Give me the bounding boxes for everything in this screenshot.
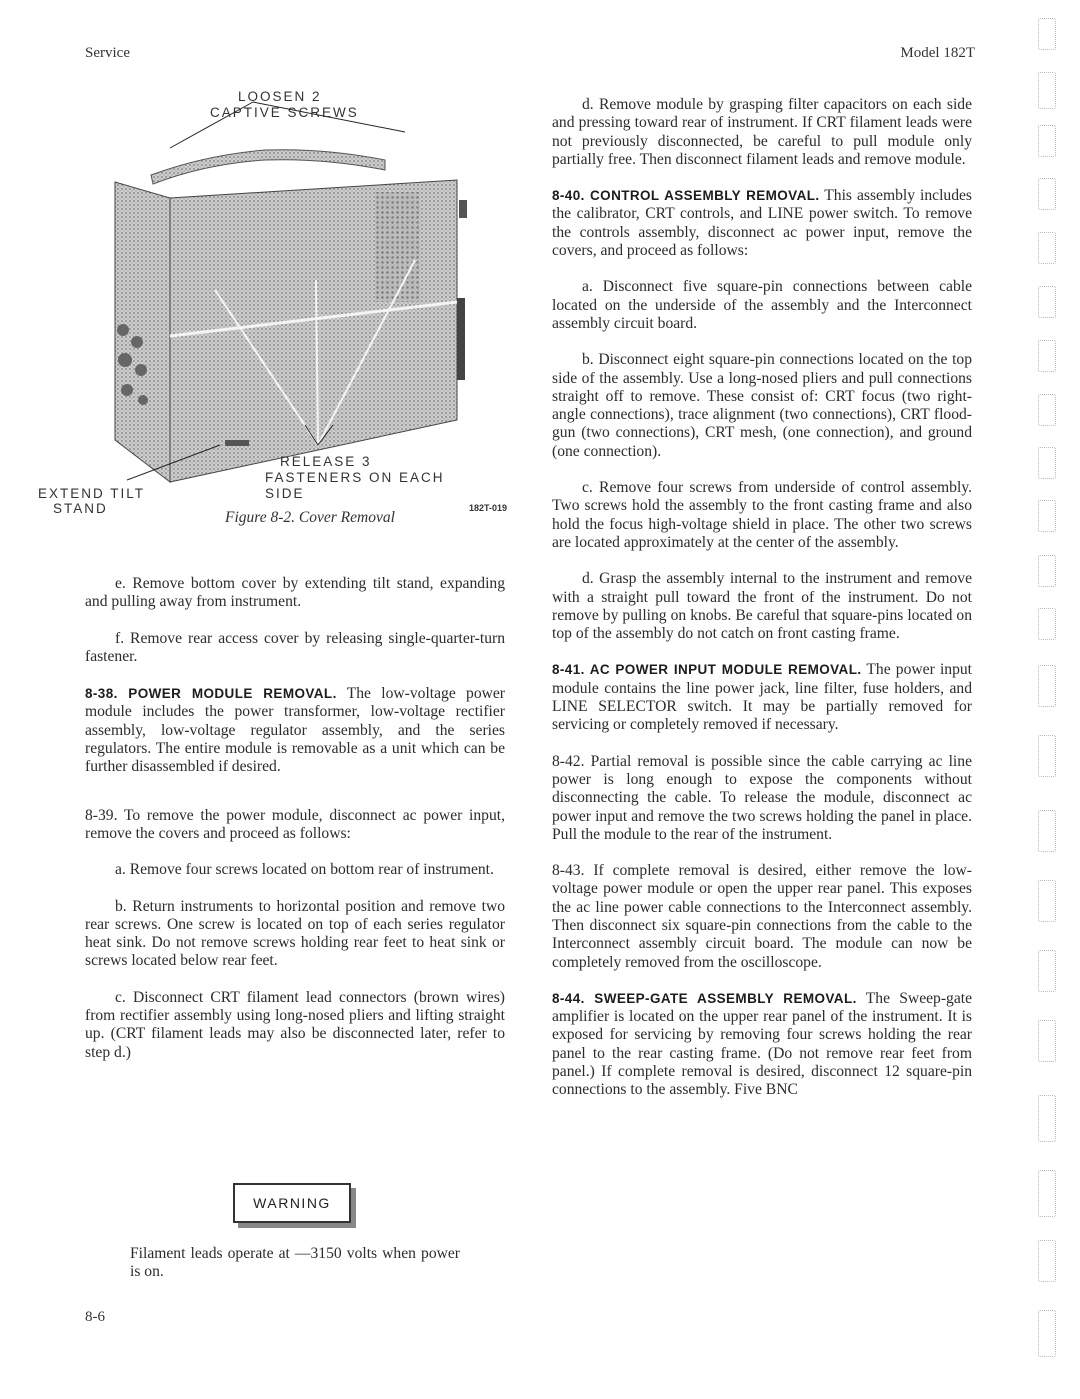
paragraph-8-43: 8-43. If complete removal is desired, either remove the low-voltage power module or open the upper rear panel. This exposes the ac line power cable connections to the Interconnect assembly. Then disconnect six square-pin connections from the cable to the Interconnect assembly circuit board. The module can now be completely removed from the oscilloscope. — [552, 862, 972, 971]
binder-mark — [1038, 665, 1056, 707]
right-column — [552, 96, 972, 1118]
page-number: 8-6 — [85, 1309, 105, 1325]
step-d-power-module: d. Remove module by grasping filter capacitors on each side and pressing toward rear of instrument. If CRT filament leads were not previously disconnected, be careful to pull module only partially free. Then disconnect filament leads and remove module. — [552, 96, 972, 168]
label-loosen: LOOSEN 2 — [238, 89, 322, 104]
paragraph-8-39: 8-39. To remove the power module, disconnect ac power input, remove the covers and proceed as follows: — [85, 806, 505, 842]
binder-mark — [1038, 1240, 1056, 1282]
figure-id: 182T-019 — [469, 503, 508, 513]
section-8-38 — [85, 685, 505, 776]
binder-mark — [1038, 810, 1056, 852]
figure-caption: Figure 8-2. Cover Removal — [225, 509, 395, 526]
section-8-41-heading: 8-41. AC POWER INPUT MODULE REMOVAL. — [552, 662, 862, 678]
paragraph-8-42: 8-42. Partial removal is possible since the cable carrying ac line power is long enough to expose the components without disconnecting the cable. To release the module, disconnect ac power input and remove the two screws holding the panel in place. Pull the module to the rear of the instrument. — [552, 752, 972, 843]
step-a: a. Remove four screws located on bottom rear of instrument. — [115, 861, 494, 879]
label-captive-screws: CAPTIVE SCREWS — [210, 105, 359, 120]
step-c-control: c. Remove four screws from underside of control assembly. Two screws hold the assembly to the front casting frame and also hold the focus high-voltage shield in place. The other two screws are located approximately at the center of the assembly. — [552, 479, 972, 551]
binder-mark — [1038, 340, 1056, 372]
step-b-control: b. Disconnect eight square-pin connections located on the top side of the assembly. Use a long-nosed pliers and pull connections straight off to remove. These consist of: CRT focus (two right-angle connections), trace alignment (two connections), CRT flood-gun (two connections), CRT mesh, (one connection), and ground (one connection). — [552, 351, 972, 460]
section-8-44-body: The Sweep-gate amplifier is located on the upper rear panel of the instrument. It is exposed for servicing by removing four screws holding the rear panel to the rear casting frame. (Do not remove rear feet from panel.) If complete removal is desired, disconnect 12 square-pin connections to the assembly. Five BNC — [552, 989, 972, 1099]
binder-mark — [1038, 500, 1056, 532]
step-e: e. Remove bottom cover by extending tilt stand, expanding and pulling away from instrument. — [85, 575, 505, 611]
left-column — [85, 575, 505, 1080]
binder-mark — [1038, 1020, 1056, 1062]
binder-mark — [1038, 880, 1056, 922]
label-stand: STAND — [53, 501, 108, 516]
binder-mark — [1038, 286, 1056, 318]
label-fasteners: FASTENERS ON EACH — [265, 470, 445, 485]
section-8-40-heading: 8-40. CONTROL ASSEMBLY REMOVAL. — [552, 188, 820, 204]
running-header-model: Model 182T — [900, 45, 975, 61]
label-side: SIDE — [265, 486, 305, 501]
section-8-38-body: The low-voltage power module includes the power transformer, low-voltage rectifier assembly, low-voltage regulator assembly, and the series regulators. The entire module is removable as a unit which can be further disassembled if desired. — [85, 685, 505, 776]
binder-mark — [1038, 394, 1056, 426]
binder-mark — [1038, 1310, 1056, 1357]
step-f: f. Remove rear access cover by releasing single-quarter-turn fastener. — [85, 629, 505, 665]
binder-mark — [1038, 735, 1056, 777]
binder-mark — [1038, 555, 1056, 587]
label-release: RELEASE 3 — [280, 454, 372, 469]
warning-label: WARNING — [233, 1183, 351, 1223]
binder-mark — [1038, 950, 1056, 992]
binder-mark — [1038, 18, 1056, 50]
binder-mark — [1038, 1170, 1056, 1217]
section-8-44-heading: 8-44. SWEEP-GATE ASSEMBLY REMOVAL. — [552, 990, 857, 1006]
step-a-control: a. Disconnect five square-pin connections between cable located on the underside of the assembly and the Interconnect assembly circuit board. — [552, 278, 972, 332]
warning-text: Filament leads operate at —3150 volts when power is on. — [130, 1245, 460, 1281]
step-c: c. Disconnect CRT filament lead connectors (brown wires) from rectifier assembly using long-nosed pliers and lifting straight up. (CRT filament leads may also be disconnected later, refer to step d.) — [85, 988, 505, 1061]
binder-mark — [1038, 232, 1056, 264]
section-8-41-body: The power input module contains the line power jack, line filter, fuse holders, and LINE SELECTOR switch. It may be partially removed for servicing or completely removed if necessary. — [552, 661, 972, 734]
section-8-41 — [552, 661, 972, 734]
binder-mark — [1038, 178, 1056, 210]
step-b: b. Return instruments to horizontal position and remove two rear screws. One screw is located on top of each series regulator heat sink. Do not remove screws holding rear feet to heat sink or screws located below rear feet. — [85, 897, 505, 970]
figure-cover-removal — [38, 80, 510, 530]
running-header-section: Service — [85, 45, 130, 61]
section-8-40 — [552, 187, 972, 260]
binder-mark — [1038, 125, 1056, 157]
binder-mark — [1038, 72, 1056, 109]
section-8-44 — [552, 990, 972, 1100]
section-8-40-body: This assembly includes the calibrator, CRT controls, and LINE power switch. To remove the controls assembly, disconnect ac power input, remove the covers, and proceed as follows: — [552, 187, 972, 260]
binder-mark — [1038, 1095, 1056, 1142]
section-8-38-heading: 8-38. POWER MODULE REMOVAL. — [85, 686, 337, 702]
step-d-control: d. Grasp the assembly internal to the instrument and remove with a straight pull toward the front of the instrument. Do not remove by pulling on knobs. Be careful that square-pins located on top of the assembly do not catch on front casting frame. — [552, 570, 972, 643]
label-extend-tilt: EXTEND TILT — [38, 486, 146, 501]
binder-mark — [1038, 447, 1056, 479]
binder-mark — [1038, 608, 1056, 640]
